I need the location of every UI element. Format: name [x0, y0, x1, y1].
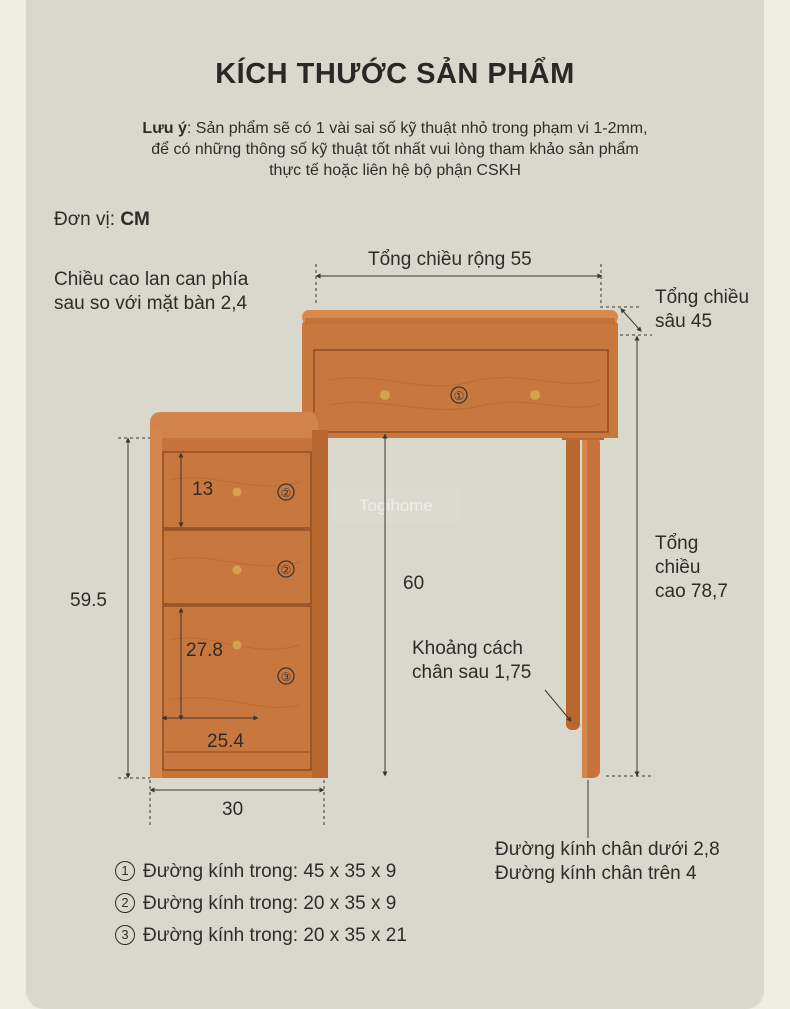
cabinet-width-label: 30: [222, 799, 244, 820]
note-line-2: để có những thông số kỹ thuật tốt nhất vui lòng tham khảo sản phẩm: [151, 141, 639, 158]
page-title: KÍCH THƯỚC SẢN PHẨM: [215, 58, 575, 90]
note-line-3: thực tế hoặc liên hệ bộ phận CSKH: [269, 162, 521, 179]
drawer-marker-2a: ②: [280, 486, 292, 500]
drawer-marker-2b: ②: [280, 563, 292, 577]
legend-text-3: Đường kính trong: 20 x 35 x 21: [143, 925, 407, 946]
cabinet-height-label: 59.5: [70, 590, 107, 611]
unit-value: CM: [120, 209, 150, 230]
legend-item-2: [115, 893, 396, 915]
legend-item-3: [115, 925, 407, 947]
desk-illustration: [302, 310, 618, 778]
legend-item-1: [115, 861, 396, 883]
legend-number-2: 2: [115, 893, 135, 913]
total-width-label: Tổng chiều rộng 55: [368, 249, 532, 270]
legend-text-1: Đường kính trong: 45 x 35 x 9: [143, 861, 397, 882]
total-depth-label: Tổng chiều sâu 45: [655, 287, 750, 332]
note-line-1: : Sản phẩm sẽ có 1 vài sai số kỹ thuật nhỏ trong phạm vi 1-2mm,: [186, 120, 648, 137]
leg-diameter-label: Đường kính chân dưới 2,8 Đường kính chân trên 4: [495, 839, 720, 884]
legend-number-1: 1: [115, 861, 135, 881]
note-label: Lưu ý: [142, 120, 187, 137]
unit-label: Đơn vị: CM: [54, 209, 150, 230]
backrail-label: Chiều cao lan can phía sau so với mặt bàn 2,4: [54, 269, 249, 314]
legend-number-3: 3: [115, 925, 135, 945]
total-height-label: Tổng chiều cao 78,7: [655, 533, 728, 602]
rear-leg-label: Khoảng cách chân sau 1,75: [412, 638, 532, 683]
large-drawer-height-label: 27.8: [186, 640, 223, 661]
legend-text-2: Đường kính trong: 20 x 35 x 9: [143, 893, 397, 914]
cabinet-illustration: [150, 412, 328, 778]
drawer-inner-width-label: 25.4: [207, 731, 244, 752]
drawer-marker-1: ①: [453, 389, 465, 403]
small-drawer-height-label: 13: [192, 479, 214, 500]
watermark: Togihome: [359, 496, 433, 515]
drawer-marker-3: ③: [280, 670, 292, 684]
table-height-label: 60: [403, 573, 425, 594]
